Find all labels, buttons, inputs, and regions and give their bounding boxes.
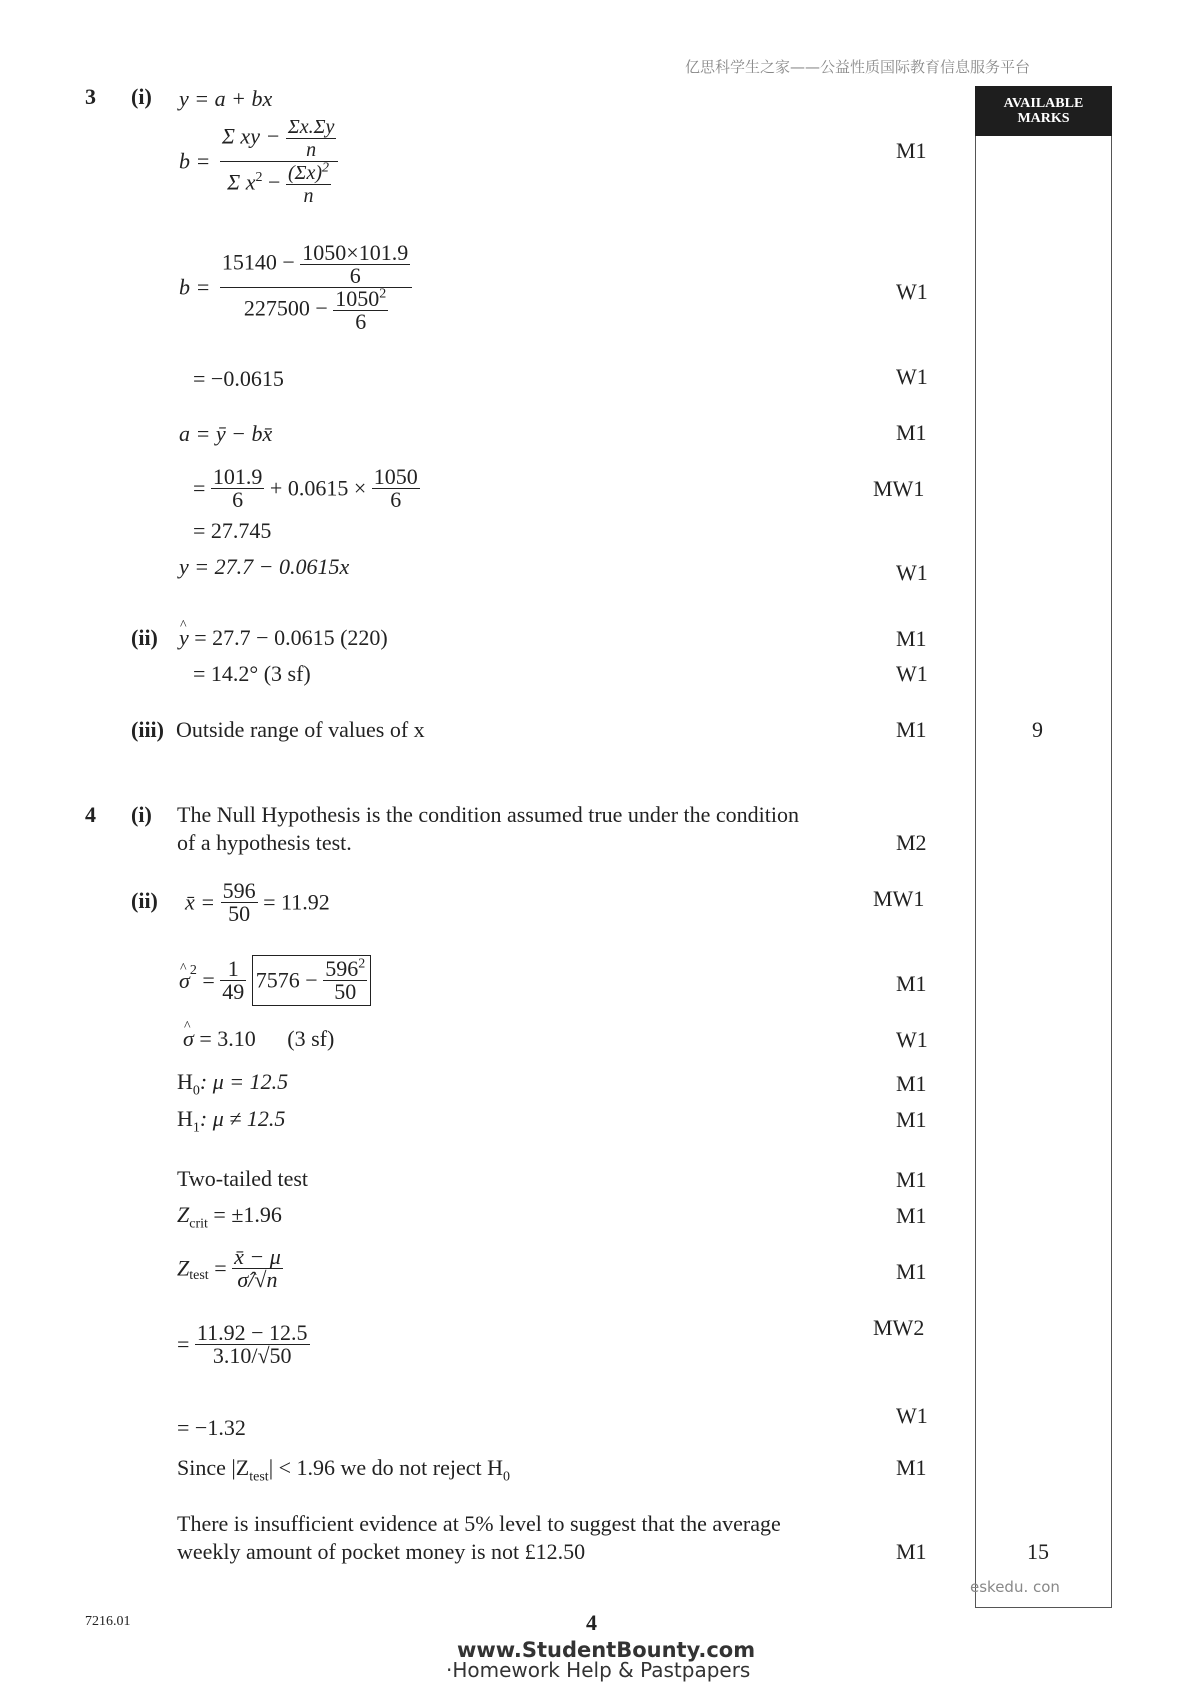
- q3-number: 3: [85, 84, 96, 109]
- q4-mark: M1: [896, 1167, 927, 1192]
- q3-part-i: (i): [131, 84, 152, 109]
- q3-b-formula: b = Σ xy − $\frac{\Sigma x.\Sigma y}{n}$ Σ $x^2$ − $\frac{(\Sigma x)^2}{n}$: [179, 116, 338, 207]
- q4-h1: $H_1$: μ ≠ 12.5: [177, 1106, 286, 1136]
- available-marks-header: [975, 86, 1112, 136]
- q3-mark: M1: [896, 626, 927, 651]
- page-number: 4: [586, 1610, 597, 1635]
- q4-mark: M1: [896, 1539, 927, 1564]
- q4-mark: M1: [896, 1259, 927, 1284]
- q4-since: Since $|Z_{test}| < 1.96$ we do not reject $H_0$: [177, 1455, 510, 1485]
- q4-mark: M1: [896, 1071, 927, 1096]
- q4-mark: MW2: [873, 1315, 925, 1340]
- q4-h0: $H_0$: μ = 12.5: [177, 1069, 289, 1099]
- marks-header-line1: AVAILABLE: [1003, 96, 1084, 111]
- q3-final-eq: y = 27.7 − 0.0615x: [179, 554, 350, 579]
- q4-mark: M1: [896, 1107, 927, 1132]
- q4-mark: W1: [896, 1027, 928, 1052]
- q3-b-result: = −0.0615: [193, 366, 284, 391]
- studentbounty-url: www.StudentBounty.com: [457, 1638, 756, 1662]
- q3-ii-line2: = 14.2° (3 sf): [193, 661, 311, 686]
- available-marks-column: [975, 86, 1112, 1608]
- marks-header-line2: MARKS: [1017, 111, 1070, 126]
- q4-ztest-formula: $Z_{test}$ = $\frac{x̄ - \mu}{\sigmâ/√n}$: [177, 1244, 281, 1292]
- q3-a-result: = 27.745: [193, 518, 272, 543]
- q4-sigma: σ ^ = 3.10 (3 sf): [183, 1026, 334, 1052]
- watermark-top: 亿思科学生之家——公益性质国际教育信息服务平台: [685, 58, 1031, 76]
- q4-conclusion-line1: There is insufficient evidence at 5% level to suggest that the average: [177, 1511, 781, 1536]
- q3-a-substituted: = $\frac{101.9}{6}$ + 0.0615 × $\frac{1050}{6}$: [193, 464, 418, 512]
- q3-mark: M1: [896, 717, 927, 742]
- q4-variance: σ ^$^2$ = $\frac{1}{49}$ 7576 − $\frac{596^2}{50}$: [179, 955, 371, 1006]
- q4-i-line2: of a hypothesis test.: [177, 830, 352, 855]
- q4-ztest-substituted: = $\frac{11.92 - 12.5}{3.10/√50}$: [177, 1320, 308, 1368]
- q3-b-substituted: b = 15140 − $\frac{1050\times 101.9}{6}$ 227500 − $\frac{1050^2}{6}$: [179, 242, 412, 333]
- q3-a-formula: a = ȳ − bx̄: [179, 421, 273, 446]
- q4-mark: M1: [896, 1455, 927, 1480]
- q4-mark: M1: [896, 971, 927, 996]
- q4-available-total: 15: [1027, 1539, 1049, 1564]
- q4-xbar: x̄ = $\frac{596}{50}$ = 11.92: [185, 878, 330, 926]
- q4-i-line1: The Null Hypothesis is the condition assumed true under the condition: [177, 802, 800, 827]
- q3-ii-line1: y ^ = 27.7 − 0.0615 (220): [179, 625, 388, 651]
- q4-zcrit: $Z_{crit} = \pm 1.96$: [177, 1202, 282, 1232]
- q4-mark: M1: [896, 1203, 927, 1228]
- q3-part-iii: (iii): [131, 717, 164, 742]
- q3-part-ii: (ii): [131, 625, 158, 650]
- q4-part-i: (i): [131, 802, 152, 827]
- q3-available-total: 9: [1032, 717, 1043, 742]
- paper-code: 7216.01: [85, 1614, 131, 1629]
- q4-conclusion-line2: weekly amount of pocket money is not £12.50: [177, 1539, 586, 1564]
- watermark-bottom: eskedu. con: [970, 1578, 1060, 1596]
- studentbounty-tagline: ·Homework Help & Pastpapers: [446, 1658, 751, 1682]
- q3-mark: M1: [896, 138, 927, 163]
- q4-number: 4: [85, 802, 96, 827]
- q3-mark: W1: [896, 661, 928, 686]
- q3-mark: MW1: [873, 476, 925, 501]
- q4-mark: MW1: [873, 886, 925, 911]
- q3-mark: W1: [896, 279, 928, 304]
- q4-z-result: = −1.32: [177, 1415, 246, 1440]
- q3-iii-text: Outside range of values of x: [176, 717, 425, 742]
- q4-mark: W1: [896, 1403, 928, 1428]
- q4-mark: M2: [896, 830, 927, 855]
- q4-part-ii: (ii): [131, 888, 158, 913]
- q3-mark: W1: [896, 560, 928, 585]
- q3-regression-eq: y = a + bx: [179, 86, 273, 111]
- q4-two-tailed: Two-tailed test: [177, 1166, 309, 1191]
- q3-mark: M1: [896, 420, 927, 445]
- q3-mark: W1: [896, 364, 928, 389]
